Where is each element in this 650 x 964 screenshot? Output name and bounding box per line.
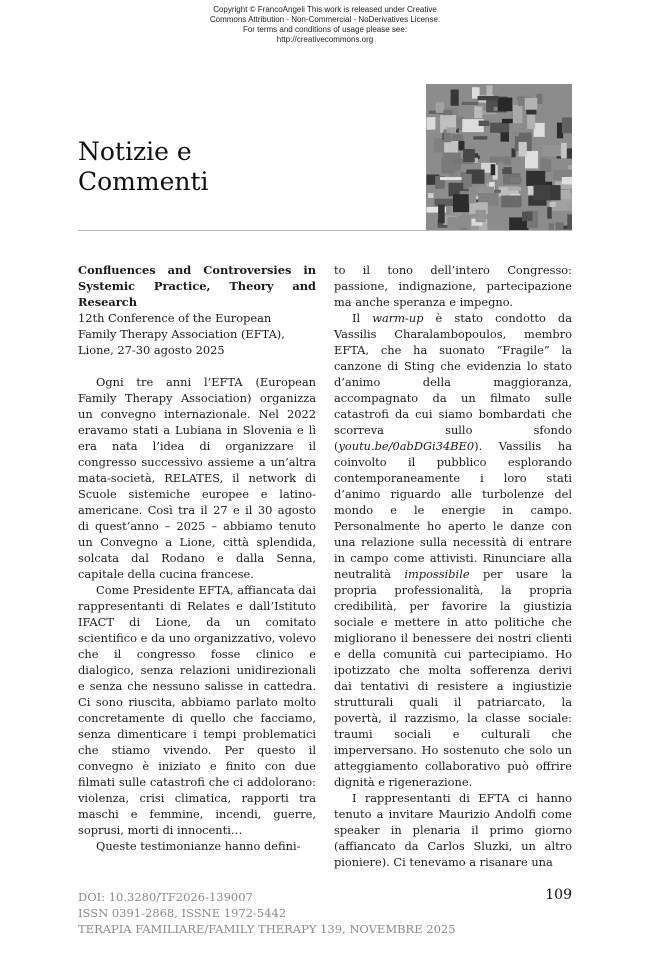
issn-line: ISSN 0391-2868, ISSNE 1972-5442: [78, 906, 287, 920]
doi-line: DOI: 10.3280/TF2026-139007: [78, 890, 253, 904]
article-subheading: 12th Conference of the European: [78, 311, 272, 325]
journal-line: TERAPIA FAMILIARE/FAMILY THERAPY 139, NOVEMBRE 2025: [78, 922, 456, 936]
copyright-line: Commons Attribution - Non-Commercial - NoDerivatives License.: [209, 15, 441, 24]
article-subheading: Lione, 27-30 agosto 2025: [78, 343, 225, 357]
header-collage-image: [426, 84, 572, 230]
article-heading: Confluences and Controversies in Systemic Practice, Theory and Research: [78, 263, 316, 309]
copyright-line: For terms and conditions of usage please see:: [242, 25, 408, 34]
text-run: per usare la propria professionalità, la propria credibilità, per favorire la giustizia sociale e mettere in atto politiche che migliorano il benessere dei nostri clienti e della comunità cui partecipiamo. Ho ipotizzato che molta sofferenza derivi dai tentativi di resistere a ingiustizie strutturali quali il patriarcato, la povertà, il razzismo, la classe sociale: traumi sociali e culturali che imperversano. Ho sostenuto che solo un atteggiamento collaborativo può offrire dignità e rigenerazione.: [334, 567, 572, 789]
paragraph: Come Presidente EFTA, affiancata dai rappresentanti di Relates e dall’Istituto IFACT di Lione, da un comitato scientifico e da uno organizzativo, volevo che il congresso fosse clinico e dialogico, senza relazioni unidirezionali e senza che nessuno salisse in cattedra. Ci sono riuscita, abbiamo parlato molto concretamente di quello che facciamo, senza dimenticare i tempi problematici che stiamo vivendo. Per questo il convegno è iniziato e finito con due filmati sulle catastrofi che ci addolorano: violenza, crisi climatica, rapporti tra maschi e femmine, incendi, guerre, soprusi, morti di innocenti…: [78, 583, 316, 837]
text-run: ). Vassilis ha coinvolto il pubblico esplorando contemporaneamente i loro stati d’animo riguardo alle turbolenze del mondo e le energie in campo. Personalmente ho aperto le danze con una relazione sulla necessità di entrare in campo come attivisti. Rinunciare alla neutralità: [334, 439, 572, 581]
collage-graphic: [426, 84, 572, 230]
article-header: [78, 262, 316, 358]
article-subheading: Family Therapy Association (EFTA),: [78, 327, 285, 341]
italic-term: impossibile: [404, 567, 470, 581]
article-column-left: [78, 262, 316, 854]
text-run: Il: [352, 311, 373, 325]
section-title-line: Notizie e: [78, 137, 192, 166]
section-title: [78, 137, 209, 197]
page-footer: [78, 889, 572, 937]
paragraph: I rappresentanti di EFTA ci hanno tenuto a invitare Maurizio Andolfi come speaker in plenaria il primo giorno (affiancato da Carlos Sluzki, un altro pioniere). Ci tenevamo a risanare una: [334, 791, 572, 869]
article-column-right: [334, 262, 572, 870]
paragraph: to il tono dell’intero Congresso: passione, indignazione, partecipazione ma anche speranza e impegno.: [334, 263, 572, 309]
paragraph: Ogni tre anni l’EFTA (European Family Therapy Association) organizza un convegno internazionale. Nel 2022 eravamo stati a Lubiana in Slovenia e lì era nata l’idea di organizzare il congresso successivo assieme a un’altra mata-società, RELATES, il network di Scuole sistemiche europee e latino-americane. Così tra il 27 e il 30 agosto di quest’anno – 2025 – abbiamo tenuto un Convegno a Lione, città splendida, solcata dal Rodano e dalla Senna, capitale della cucina francese.: [78, 375, 316, 581]
video-link[interactable]: youtu.be/0abDGi34BE0: [338, 439, 475, 453]
section-title-line: Commenti: [78, 167, 209, 196]
section-divider: [78, 230, 572, 231]
page-number: 109: [545, 887, 572, 903]
paragraph: [334, 310, 572, 790]
copyright-link[interactable]: http://creativecommons.org: [276, 35, 374, 44]
text-run: è stato condotto da Vassilis Charalambopoulos, membro EFTA, che ha suonato “Fragile” la canzone di Sting che evidenzia lo stato d’animo della maggioranza, accompagnato da un filmato sulle catastrofi da cui siamo bombardati che scorreva sullo sfondo (: [334, 311, 572, 453]
copyright-line: Copyright © FrancoAngeli This work is released under Creative: [213, 5, 437, 14]
paragraph: Queste testimonianze hanno defini-: [96, 839, 301, 853]
copyright-notice: [150, 5, 500, 45]
italic-term: warm-up: [372, 311, 424, 325]
